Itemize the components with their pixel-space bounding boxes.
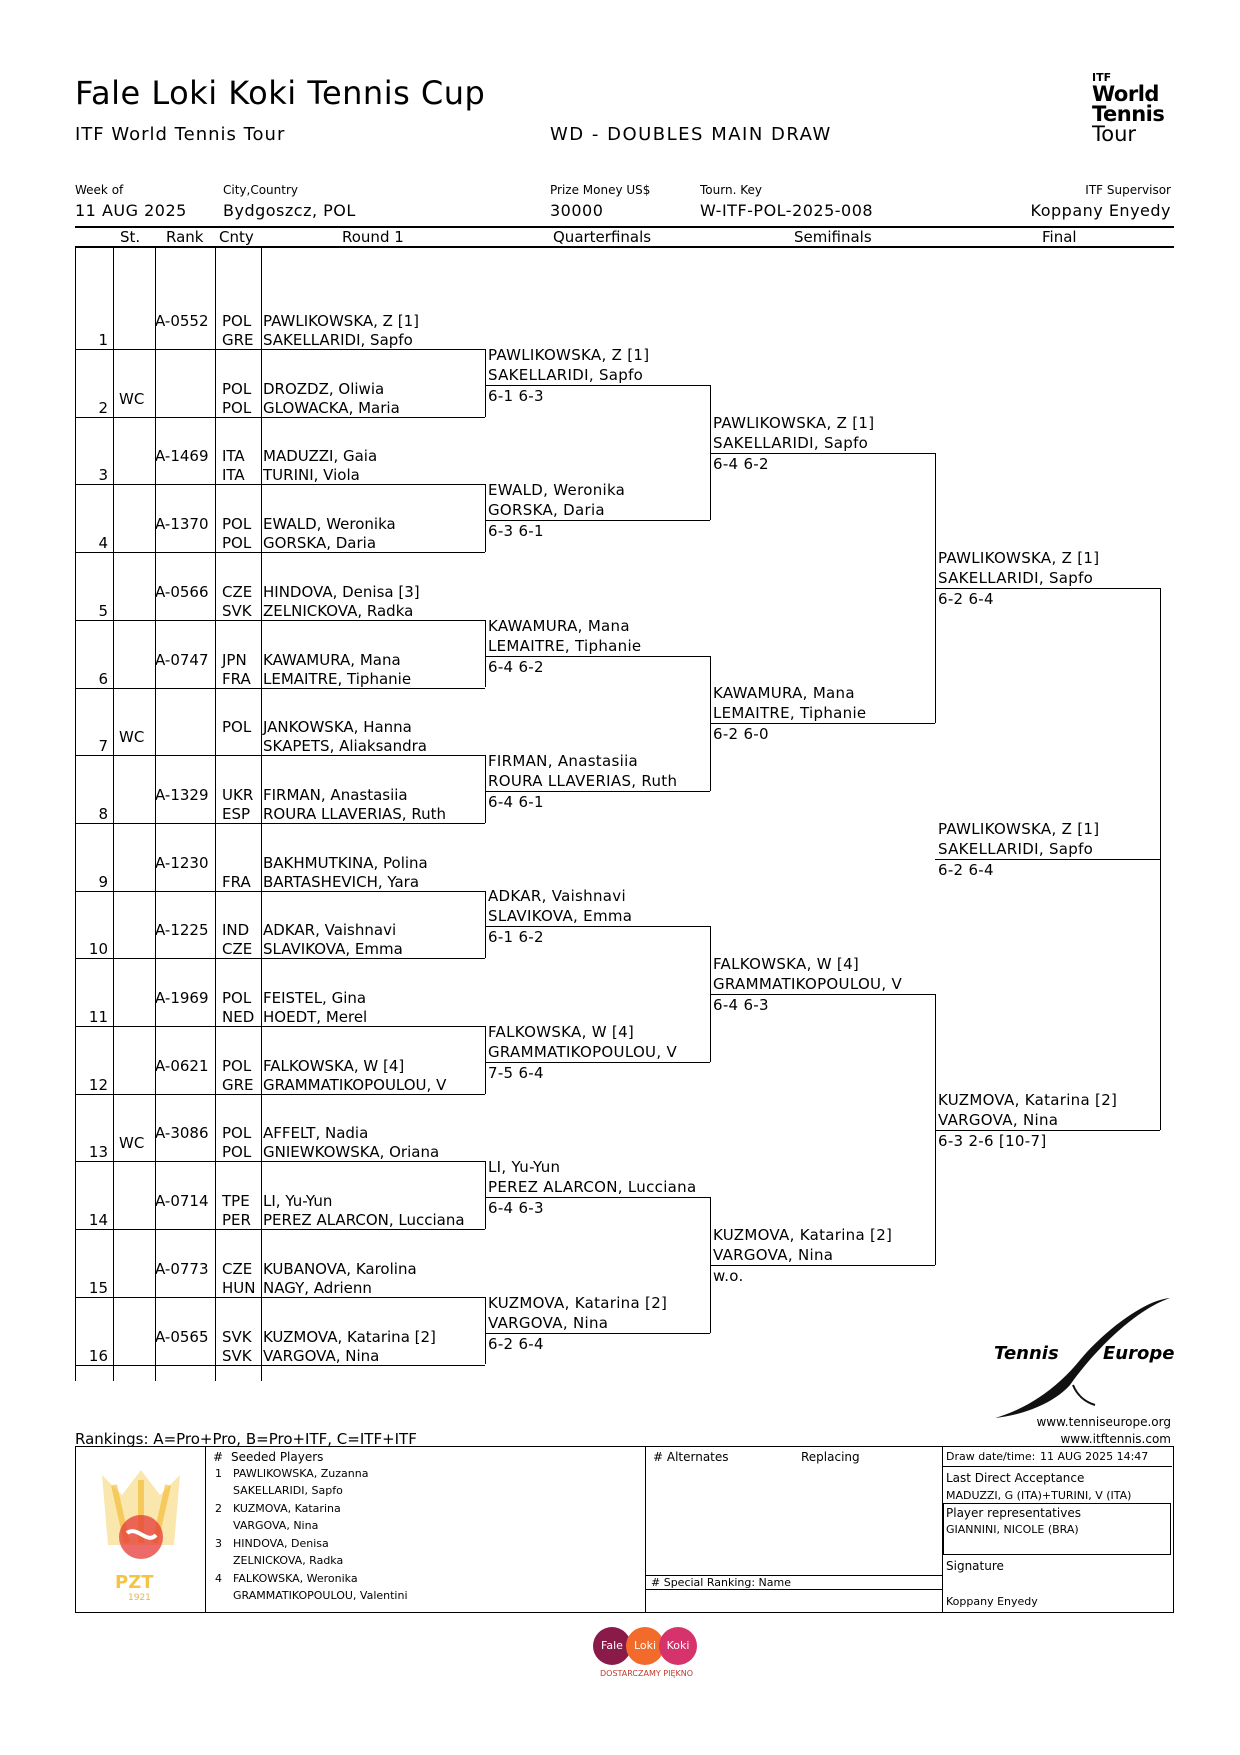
match-score: 6-3 6-1 <box>488 522 544 541</box>
entry-row-rule <box>75 417 485 418</box>
entry-row-rule <box>75 484 485 485</box>
itf-world-tennis-tour-logo <box>1092 72 1182 144</box>
entry-rank: A-0565 <box>155 1327 209 1346</box>
entry-country-2: POL <box>222 398 252 417</box>
tour-subtitle: ITF World Tennis Tour <box>75 124 286 145</box>
sponsor-tagline: DOSTARCZAMY PIĘKNO <box>600 1669 694 1678</box>
draw-position: 2 <box>98 398 108 417</box>
entry-rank: A-3086 <box>155 1124 209 1143</box>
entry-country-2: SVK <box>222 601 252 620</box>
winner-name-2: GORSKA, Daria <box>488 501 605 520</box>
entry-rank: A-1469 <box>155 447 209 466</box>
entry-country-1: ITA <box>222 447 245 466</box>
draw-position: 10 <box>88 940 108 959</box>
entry-country-2: FRA <box>222 872 251 891</box>
winner-name-1: PAWLIKOWSKA, Z [1] <box>938 548 1100 567</box>
match-score: 6-4 6-2 <box>488 657 544 676</box>
entry-player-2: VARGOVA, Nina <box>263 1346 380 1365</box>
winner-name-2: ROURA LLAVERIAS, Ruth <box>488 772 678 791</box>
col-st: St. <box>120 228 141 246</box>
col-cnty: Cnty <box>219 228 254 246</box>
week-value: 11 AUG 2025 <box>75 201 187 220</box>
grid-line <box>205 1447 206 1612</box>
bracket-line <box>485 1026 486 1094</box>
bracket-line <box>485 926 710 927</box>
entry-status: WC <box>119 1134 145 1153</box>
entry-row-rule <box>75 1026 485 1027</box>
entry-country-2: NED <box>222 1008 255 1026</box>
tenniseurope-url[interactable]: www.tenniseurope.org <box>1036 1415 1171 1429</box>
match-score: 6-2 6-4 <box>488 1334 544 1353</box>
entry-row-rule <box>75 620 485 621</box>
draw-position: 16 <box>88 1346 108 1365</box>
tourn-key-value: W-ITF-POL-2025-008 <box>700 201 874 220</box>
entry-player-1: MADUZZI, Gaia <box>263 447 378 466</box>
entry-player-2: ROURA LLAVERIAS, Ruth <box>263 804 446 823</box>
bracket-line <box>485 484 486 552</box>
draw-position: 3 <box>98 466 108 485</box>
draw-date-value: 11 AUG 2025 14:47 <box>1040 1450 1149 1463</box>
city-label: City,Country <box>223 183 299 197</box>
entry-rank: A-1225 <box>155 921 209 940</box>
entry-country-1: POL <box>222 989 252 1007</box>
bracket-line <box>485 791 710 792</box>
bracket-line <box>485 1197 710 1198</box>
entry-player-2: GORSKA, Daria <box>263 534 377 553</box>
bracket-line <box>485 656 710 657</box>
player-rep-value: GIANNINI, NICOLE (BRA) <box>946 1523 1079 1536</box>
entry-player-1: PAWLIKOWSKA, Z [1] <box>263 312 419 330</box>
bracket-line <box>935 859 1160 860</box>
entry-player-2: SKAPETS, Aliaksandra <box>263 737 427 756</box>
entry-country-1: POL <box>222 312 252 330</box>
entry-rank: A-1370 <box>155 515 209 534</box>
grid-line <box>75 248 76 1381</box>
winner-name-1: EWALD, Weronika <box>488 481 626 500</box>
bracket-line <box>710 1265 935 1266</box>
col-semifinals: Semifinals <box>794 228 872 246</box>
rankings-note: Rankings: A=Pro+Pro, B=Pro+ITF, C=ITF+ITF <box>75 1430 417 1448</box>
pzt-year: 1921 <box>128 1593 151 1603</box>
entry-player-1: ADKAR, Vaishnavi <box>263 921 397 940</box>
replacing-label: Replacing <box>801 1450 860 1464</box>
entry-status: WC <box>119 389 145 408</box>
sponsor-circle-koki: Koki <box>659 1627 697 1665</box>
entry-player-1: FIRMAN, Anastasiia <box>263 785 408 804</box>
bracket-line <box>485 1161 486 1229</box>
week-label: Week of <box>75 183 124 197</box>
entry-player-2: HOEDT, Merel <box>263 1008 368 1026</box>
match-score: 6-4 6-3 <box>713 996 769 1015</box>
entry-row-rule <box>75 1161 485 1162</box>
entry-row-rule <box>75 755 485 756</box>
winner-name-1: KUZMOVA, Katarina [2] <box>488 1293 668 1312</box>
seed-player-2: ZELNICKOVA, Radka <box>233 1554 344 1567</box>
entry-rank: A-0552 <box>155 312 209 330</box>
seed-player-1: FALKOWSKA, Weronika <box>233 1572 358 1585</box>
entry-country-2: ITA <box>222 466 245 485</box>
entry-country-1: POL <box>222 1124 252 1143</box>
entry-country-2: FRA <box>222 669 251 688</box>
entry-player-1: FALKOWSKA, W [4] <box>263 1056 405 1075</box>
entry-country-1: CZE <box>222 1259 253 1278</box>
entry-country-1: UKR <box>222 785 254 804</box>
winner-name-2: SAKELLARIDI, Sapfo <box>938 568 1094 587</box>
winner-name-2: VARGOVA, Nina <box>713 1245 834 1264</box>
draw-position: 13 <box>88 1143 108 1162</box>
seed-player-2: VARGOVA, Nina <box>233 1519 319 1532</box>
entry-player-2: GLOWACKA, Maria <box>263 398 400 417</box>
draw-position: 4 <box>98 534 108 553</box>
seed-number: 2 <box>215 1502 222 1515</box>
entry-row-rule <box>75 349 485 350</box>
entry-row-rule <box>75 552 485 553</box>
entry-status: WC <box>119 728 145 747</box>
entry-country-1: POL <box>222 1056 252 1075</box>
bracket-line <box>485 1333 710 1334</box>
winner-name-2: SAKELLARIDI, Sapfo <box>488 365 644 384</box>
seed-player-2: SAKELLARIDI, Sapfo <box>233 1484 343 1497</box>
winner-name-1: FALKOWSKA, W [4] <box>713 955 860 974</box>
grid-line <box>215 248 216 1381</box>
seed-number: 1 <box>215 1467 222 1480</box>
itftennis-url[interactable]: www.itftennis.com <box>1060 1432 1171 1446</box>
entry-player-2: NAGY, Adrienn <box>263 1278 372 1297</box>
match-score: 6-3 2-6 [10-7] <box>938 1131 1047 1150</box>
entry-player-2: BARTASHEVICH, Yara <box>263 872 420 891</box>
draw-name: WD - DOUBLES MAIN DRAW <box>550 124 832 145</box>
winner-name-1: KAWAMURA, Mana <box>488 616 630 635</box>
itf-logo-line1: World <box>1092 82 1159 106</box>
prize-label: Prize Money US$ <box>550 183 651 197</box>
sponsor-circle-fale: Fale <box>593 1627 631 1665</box>
draw-position: 6 <box>98 669 108 688</box>
entry-country-2: CZE <box>222 940 253 959</box>
tennis-europe-logo-right: Europe <box>1103 1343 1175 1364</box>
entry-country-2: SVK <box>222 1346 252 1365</box>
winner-name-1: PAWLIKOWSKA, Z [1] <box>488 345 650 364</box>
entry-country-1: POL <box>222 718 252 737</box>
lda-label: Last Direct Acceptance <box>946 1471 1085 1485</box>
bracket-line <box>710 453 935 454</box>
bracket-line <box>485 755 486 823</box>
winner-name-2: SAKELLARIDI, Sapfo <box>713 433 869 452</box>
entry-row-rule <box>75 1094 485 1095</box>
entry-row-rule <box>75 891 485 892</box>
grid-line <box>942 1466 1172 1467</box>
winner-name-2: VARGOVA, Nina <box>938 1110 1059 1129</box>
winner-name-2: GRAMMATIKOPOULOU, V <box>713 975 903 994</box>
entry-country-1: JPN <box>222 650 247 669</box>
entry-rank: A-1329 <box>155 785 209 804</box>
winner-name-1: FIRMAN, Anastasiia <box>488 752 639 771</box>
entry-player-2: LEMAITRE, Tiphanie <box>263 669 412 688</box>
alternates-label: # Alternates <box>653 1450 729 1464</box>
entry-player-1: DROZDZ, Oliwia <box>263 379 385 398</box>
draw-position: 15 <box>88 1278 108 1297</box>
match-score: 7-5 6-4 <box>488 1063 544 1082</box>
bracket-line <box>935 588 1160 589</box>
match-score: 6-4 6-3 <box>488 1199 544 1218</box>
tournament-title: Fale Loki Koki Tennis Cup <box>75 74 486 112</box>
draw-position: 12 <box>88 1075 108 1094</box>
match-score: 6-2 6-4 <box>938 589 994 608</box>
draw-position: 5 <box>98 601 108 620</box>
signature-label: Signature <box>946 1559 1004 1573</box>
bracket-line <box>485 620 486 688</box>
entry-row-rule <box>75 688 485 689</box>
entry-country-1: TPE <box>222 1192 250 1211</box>
draw-position: 11 <box>88 1008 108 1026</box>
match-score: 6-4 6-1 <box>488 793 544 812</box>
bracket-line <box>485 1062 710 1063</box>
itf-logo-line3: Tour <box>1092 122 1137 146</box>
entry-row-rule <box>75 1365 485 1366</box>
entry-rank: A-0747 <box>155 650 209 669</box>
winner-name-1: PAWLIKOWSKA, Z [1] <box>713 413 875 432</box>
entry-player-1: EWALD, Weronika <box>263 515 396 534</box>
winner-name-1: KAWAMURA, Mana <box>713 684 855 703</box>
entry-rank: A-1230 <box>155 853 209 872</box>
winner-name-2: GRAMMATIKOPOULOU, V <box>488 1042 678 1061</box>
column-header-rule <box>75 246 1174 248</box>
winner-name-1: KUZMOVA, Katarina [2] <box>938 1090 1118 1109</box>
bracket-line <box>710 994 935 995</box>
entry-country-2: POL <box>222 534 252 553</box>
bracket-line <box>485 385 710 386</box>
player-rep-label: Player representatives <box>946 1506 1081 1520</box>
match-score: w.o. <box>713 1266 744 1285</box>
match-score: 6-2 6-0 <box>713 725 769 744</box>
match-score: 6-4 6-2 <box>713 454 769 473</box>
draw-position: 9 <box>98 872 108 891</box>
col-rank: Rank <box>166 228 204 246</box>
seeded-title: Seeded Players <box>231 1450 324 1464</box>
entry-country-2: ESP <box>222 804 251 823</box>
seed-player-1: KUZMOVA, Katarina <box>233 1502 341 1515</box>
entry-rank: A-0714 <box>155 1192 209 1211</box>
lda-value: MADUZZI, G (ITA)+TURINI, V (ITA) <box>946 1489 1132 1502</box>
bracket-line <box>710 723 935 724</box>
entry-country-1: POL <box>222 515 252 534</box>
signature-value: Koppany Enyedy <box>946 1595 1038 1608</box>
seed-player-1: PAWLIKOWSKA, Zuzanna <box>233 1467 369 1480</box>
col-quarterfinals: Quarterfinals <box>553 228 652 246</box>
bracket-line <box>485 891 486 959</box>
supervisor-value: Koppany Enyedy <box>1030 201 1171 220</box>
entry-player-1: BAKHMUTKINA, Polina <box>263 853 428 872</box>
grid-line <box>155 248 156 1381</box>
entry-player-1: AFFELT, Nadia <box>263 1124 369 1143</box>
winner-name-2: PEREZ ALARCON, Lucciana <box>488 1178 697 1197</box>
col-final: Final <box>1042 228 1077 246</box>
city-value: Bydgoszcz, POL <box>223 201 356 220</box>
grid-line <box>645 1589 942 1590</box>
winner-name-2: LEMAITRE, Tiphanie <box>713 704 867 723</box>
winner-name-1: ADKAR, Vaishnavi <box>488 887 626 906</box>
entry-country-1: CZE <box>222 582 253 601</box>
entry-country-2: GRE <box>222 1075 254 1094</box>
match-score: 6-1 6-2 <box>488 928 544 947</box>
entry-row-rule <box>75 958 485 959</box>
entry-player-1: HINDOVA, Denisa [3] <box>263 582 420 601</box>
pzt-letters: PZT <box>115 1572 154 1593</box>
bracket-line <box>485 520 710 521</box>
winner-name-2: LEMAITRE, Tiphanie <box>488 636 642 655</box>
entry-rank: A-1969 <box>155 989 209 1007</box>
seed-player-1: HINDOVA, Denisa <box>233 1537 329 1550</box>
entry-player-2: SAKELLARIDI, Sapfo <box>263 331 413 349</box>
bracket-line <box>935 1130 1160 1131</box>
draw-date-label: Draw date/time: <box>946 1450 1036 1463</box>
entry-row-rule <box>75 1229 485 1230</box>
seeded-hash: # <box>213 1450 224 1464</box>
entry-player-1: LI, Yu-Yun <box>263 1192 333 1211</box>
entry-player-2: ZELNICKOVA, Radka <box>263 601 414 620</box>
entry-country-1: POL <box>222 379 252 398</box>
winner-name-2: SLAVIKOVA, Emma <box>488 907 633 926</box>
seed-player-2: GRAMMATIKOPOULOU, Valentini <box>233 1589 408 1602</box>
entry-player-1: JANKOWSKA, Hanna <box>263 718 412 737</box>
entry-player-2: GNIEWKOWSKA, Oriana <box>263 1143 440 1162</box>
entry-row-rule <box>75 823 485 824</box>
entry-player-1: KUZMOVA, Katarina [2] <box>263 1327 436 1346</box>
draw-position: 14 <box>88 1211 108 1230</box>
special-ranking-label: # Special Ranking: Name <box>651 1576 791 1589</box>
prize-value: 30000 <box>550 201 604 220</box>
entry-rank: A-0773 <box>155 1259 209 1278</box>
bracket-line <box>485 1297 486 1365</box>
supervisor-label: ITF Supervisor <box>1085 183 1171 197</box>
bracket-line <box>1160 588 1161 1130</box>
entry-player-2: SLAVIKOVA, Emma <box>263 940 403 959</box>
entry-country-1: SVK <box>222 1327 252 1346</box>
seed-number: 4 <box>215 1572 222 1585</box>
sponsor-circle-loki: Loki <box>626 1627 664 1665</box>
grid-line <box>113 248 114 1381</box>
winner-name-2: SAKELLARIDI, Sapfo <box>938 839 1094 858</box>
draw-position: 1 <box>98 331 108 349</box>
entry-player-2: PEREZ ALARCON, Lucciana <box>263 1211 465 1230</box>
tourn-key-label: Tourn. Key <box>700 183 762 197</box>
entry-rank: A-0621 <box>155 1056 209 1075</box>
grid-line <box>645 1447 646 1612</box>
winner-name-2: VARGOVA, Nina <box>488 1313 609 1332</box>
match-score: 6-2 6-4 <box>938 860 994 879</box>
entry-player-2: TURINI, Viola <box>263 466 360 485</box>
winner-name-1: KUZMOVA, Katarina [2] <box>713 1225 893 1244</box>
seed-number: 3 <box>215 1537 222 1550</box>
entry-country-2: POL <box>222 1143 252 1162</box>
col-round1: Round 1 <box>342 228 404 246</box>
itf-logo-line2: Tennis <box>1092 102 1165 126</box>
draw-position: 8 <box>98 804 108 823</box>
entry-row-rule <box>75 1297 485 1298</box>
entry-player-1: FEISTEL, Gina <box>263 989 367 1007</box>
entry-player-2: GRAMMATIKOPOULOU, V <box>263 1075 447 1094</box>
entry-country-1: IND <box>222 921 250 940</box>
itf-logo-mark: ITF <box>1092 71 1112 84</box>
entry-player-1: KUBANOVA, Karolina <box>263 1259 417 1278</box>
draw-position: 7 <box>98 737 108 756</box>
bracket-line <box>485 349 486 417</box>
winner-name-1: FALKOWSKA, W [4] <box>488 1022 635 1041</box>
winner-name-1: PAWLIKOWSKA, Z [1] <box>938 819 1100 838</box>
entry-player-1: KAWAMURA, Mana <box>263 650 401 669</box>
tennis-europe-logo-left: Tennis <box>994 1343 1059 1364</box>
entry-country-2: GRE <box>222 331 254 349</box>
match-score: 6-1 6-3 <box>488 386 544 405</box>
entry-country-2: PER <box>222 1211 251 1230</box>
entry-rank: A-0566 <box>155 582 209 601</box>
winner-name-1: LI, Yu-Yun <box>488 1158 561 1177</box>
entry-country-2: HUN <box>222 1278 256 1297</box>
grid-line <box>261 248 262 1381</box>
